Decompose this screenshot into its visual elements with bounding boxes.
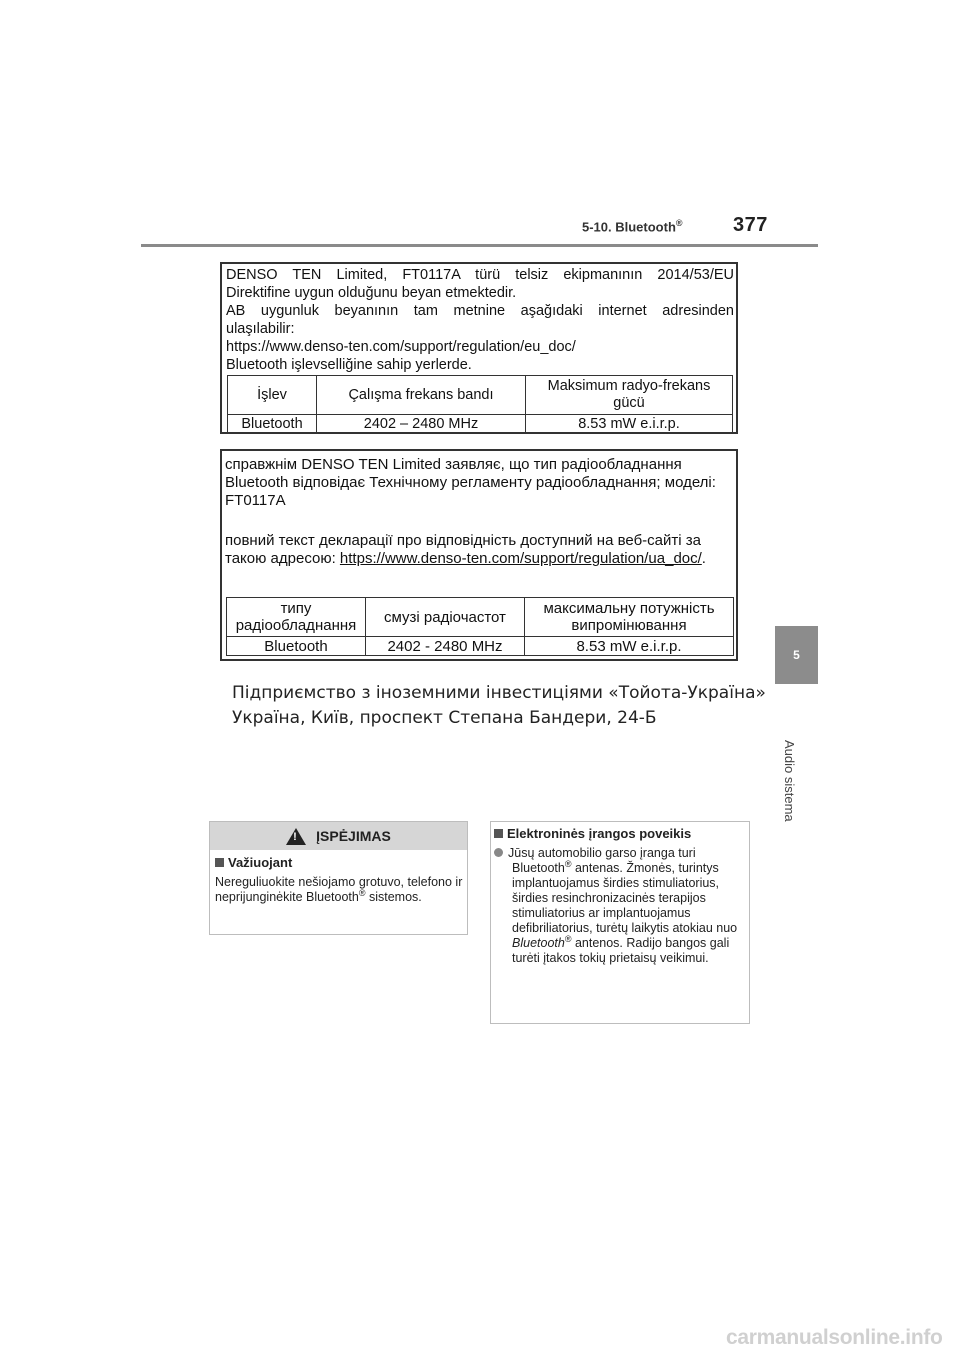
- ua-declaration-text: справжнім DENSO TEN Limited заявляє, що тип радіообладнання Bluetooth відповідає Технічному регламенту радіообладнання; моделі: FT0117A: [225, 456, 716, 509]
- square-bullet-icon: [494, 829, 503, 838]
- ukrainian-frequency-table: [226, 597, 734, 656]
- ua-company-info: [232, 681, 766, 731]
- ua-company-address: Україна, Київ, проспект Степана Бандери, 24-Б: [232, 708, 657, 728]
- circle-bullet-icon: [494, 848, 503, 857]
- watermark: carmanualsonline.info: [726, 1326, 943, 1349]
- warning-title: ĮSPĖJIMAS: [316, 828, 391, 844]
- ukrainian-declaration-box: [220, 449, 738, 661]
- tr-line: Direktifine uygun olduğunu beyan etmektedir.: [226, 285, 517, 301]
- table-header: Çalışma frekans bandı: [317, 376, 526, 415]
- table-header: типу радіообладнання: [227, 598, 366, 637]
- ua-declaration-url-text: повний текст декларації про відповідність доступний на веб-сайті за такою адресою: https://www.denso-ten.com/support/regulation/ua_doc/.: [225, 532, 706, 567]
- table-cell: 2402 – 2480 MHz: [317, 415, 526, 434]
- ua-declaration-link[interactable]: https://www.denso-ten.com/support/regulation/ua_doc/: [339, 550, 702, 567]
- table-header: максимальну потужність випромінювання: [525, 598, 734, 637]
- table-header: İşlev: [228, 376, 317, 415]
- section-title: 5-10. Bluetooth®: [582, 218, 683, 235]
- table-cell: Bluetooth: [228, 415, 317, 434]
- table-header: Maksimum radyo-frekans gücü: [526, 376, 733, 415]
- turkish-declaration-box: [220, 262, 738, 434]
- table-header: смузі радіочастот: [366, 598, 525, 637]
- turkish-declaration-text: [226, 266, 734, 374]
- square-bullet-icon: [215, 858, 224, 867]
- tr-line: AB uygunluk beyanının tam metnine aşağıdaki internet adresinden: [226, 303, 734, 319]
- table-cell: Bluetooth: [227, 637, 366, 656]
- tr-line: ulaşılabilir:: [226, 321, 295, 337]
- table-cell: 2402 - 2480 MHz: [366, 637, 525, 656]
- warning-subtitle: Važiuojant: [215, 855, 292, 870]
- warning-body: Nereguliuokite nešiojamo grotuvo, telefono ir neprijunginėkite Bluetooth® sistemos.: [215, 875, 463, 904]
- chapter-tab: 5: [775, 626, 818, 684]
- turkish-frequency-table: [227, 375, 733, 434]
- tr-line: Bluetooth işlevselliğine sahip yerlerde.: [226, 357, 472, 373]
- warning-triangle-icon: [286, 828, 306, 845]
- info-body: Jūsų automobilio garso įranga turi Bluetooth® antenas. Žmonės, turintys implantuojamus širdies stimuliatorius, širdies resinchronizacinės terapijos stimuliatorius ar implantuojamus defibriliatorius, turėtų laikytis atokiau nuo Bluetooth® antenos. Radijo bangos gali turėti įtakos tokių prietaisų veikimui.: [494, 846, 744, 966]
- tr-line: DENSO TEN Limited, FT0117A türü telsiz ekipmanının 2014/53/EU: [226, 267, 734, 283]
- table-cell: 8.53 mW e.i.r.p.: [525, 637, 734, 656]
- page-number: 377: [733, 214, 768, 236]
- warning-header: [210, 822, 467, 850]
- tr-line: https://www.denso-ten.com/support/regulation/eu_doc/: [226, 339, 576, 355]
- ua-company-name: Підприємство з іноземними інвестиціями «Тойота-Україна»: [232, 683, 766, 703]
- table-cell: 8.53 mW e.i.r.p.: [526, 415, 733, 434]
- header-rule: [141, 244, 818, 247]
- warning-box: [209, 821, 468, 935]
- info-box: [490, 821, 750, 1024]
- chapter-label: Audio sistema: [782, 740, 797, 822]
- info-title: Elektroninės įrangos poveikis: [494, 826, 691, 841]
